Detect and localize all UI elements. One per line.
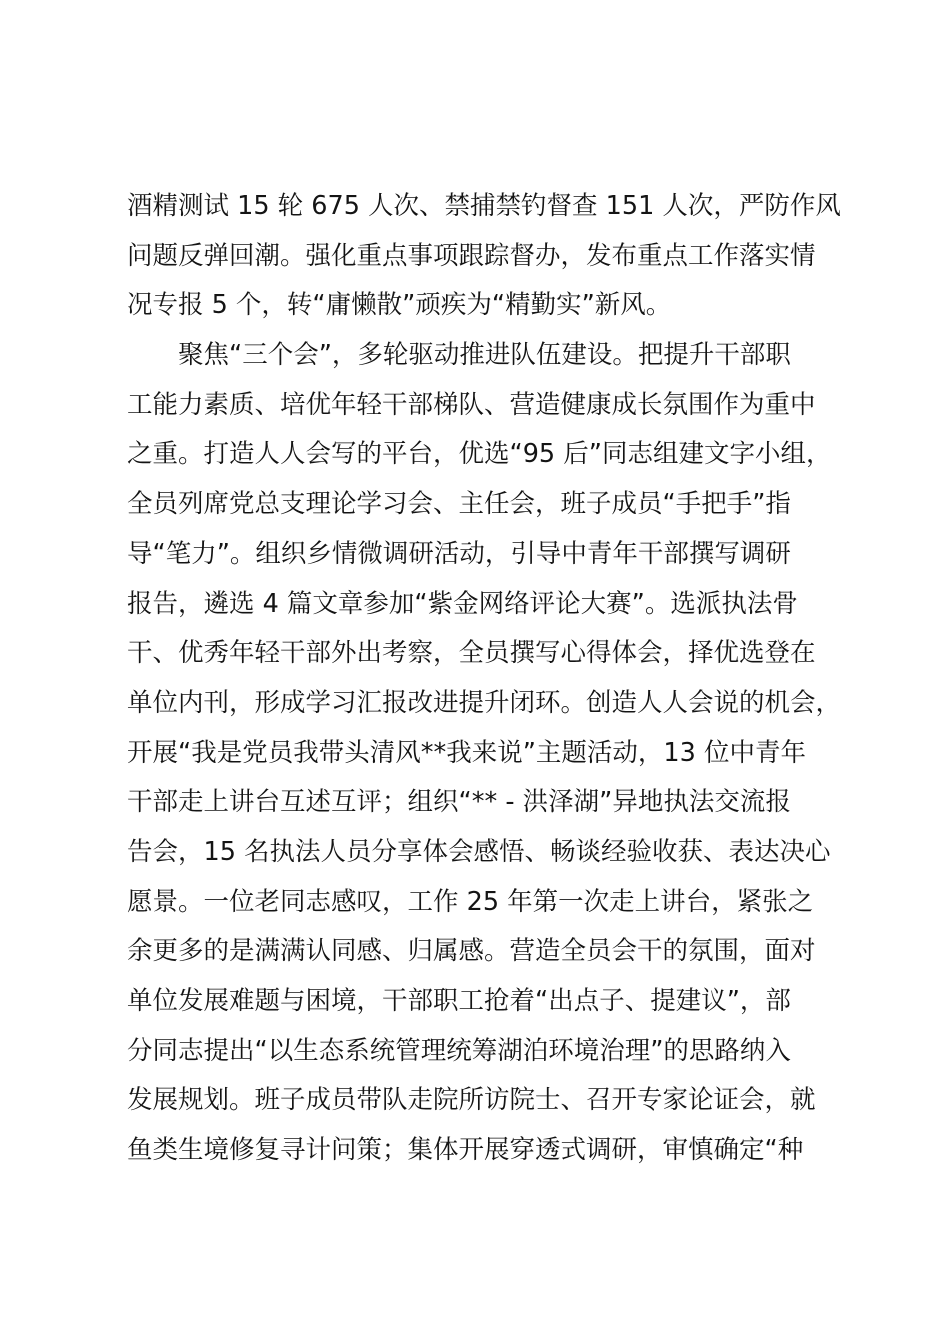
paragraph-first-line: 聚焦“三个会”，多轮驱动推进队伍建设。把提升干部职 (178, 340, 791, 371)
text-line: 分同志提出“以生态系统管理统筹湖泊环境治理”的思路纳入 (127, 1035, 791, 1066)
text-line: 发展规划。班子成员带队走院所访院士、召开专家论证会，就 (127, 1085, 816, 1116)
text-line: 干、优秀年轻干部外出考察，全员撰写心得体会，择优选登在 (127, 638, 816, 669)
text-line: 开展“我是党员我带头清风**我来说”主题活动，13 位中青年 (127, 737, 806, 768)
body-text (127, 182, 867, 1176)
text-line: 单位内刊，形成学习汇报改进提升闭环。创造人人会说的机会， (127, 687, 842, 718)
text-line: 鱼类生境修复寻计问策；集体开展穿透式调研，审慎确定“种 (127, 1135, 804, 1166)
text-line: 工能力素质、培优年轻干部梯队、营造健康成长氛围作为重中 (127, 389, 816, 420)
text-line: 干部走上讲台互述互评；组织“** - 洪泽湖”异地执法交流报 (127, 787, 791, 818)
text-line: 告会，15 名执法人员分享体会感悟、畅谈经验收获、表达决心 (127, 836, 831, 867)
text-line: 况专报 5 个，转“庸懒散”顽疾为“精勤实”新风。 (127, 290, 672, 321)
text-line: 愿景。一位老同志感叹，工作 25 年第一次走上讲台，紧张之 (127, 886, 814, 917)
text-line: 酒精测试 15 轮 675 人次、禁捕禁钓督查 151 人次，严防作风 (127, 191, 841, 221)
text-line: 之重。打造人人会写的平台，优选“95 后”同志组建文字小组， (127, 439, 832, 470)
text-line: 单位发展难题与困境，干部职工抢着“出点子、提建议”，部 (127, 986, 791, 1016)
text-line: 全员列席党总支理论学习会、主任会，班子成员“手把手”指 (127, 489, 791, 520)
text-line: 问题反弹回潮。强化重点事项跟踪督办，发布重点工作落实情 (127, 240, 816, 271)
text-line: 导“笔力”。组织乡情微调研活动，引导中青年干部撰写调研 (127, 538, 791, 569)
text-line: 余更多的是满满认同感、归属感。营造全员会干的氛围，面对 (127, 936, 816, 967)
text-line: 报告，遴选 4 篇文章参加“紫金网络评论大赛”。选派执法骨 (127, 588, 798, 619)
